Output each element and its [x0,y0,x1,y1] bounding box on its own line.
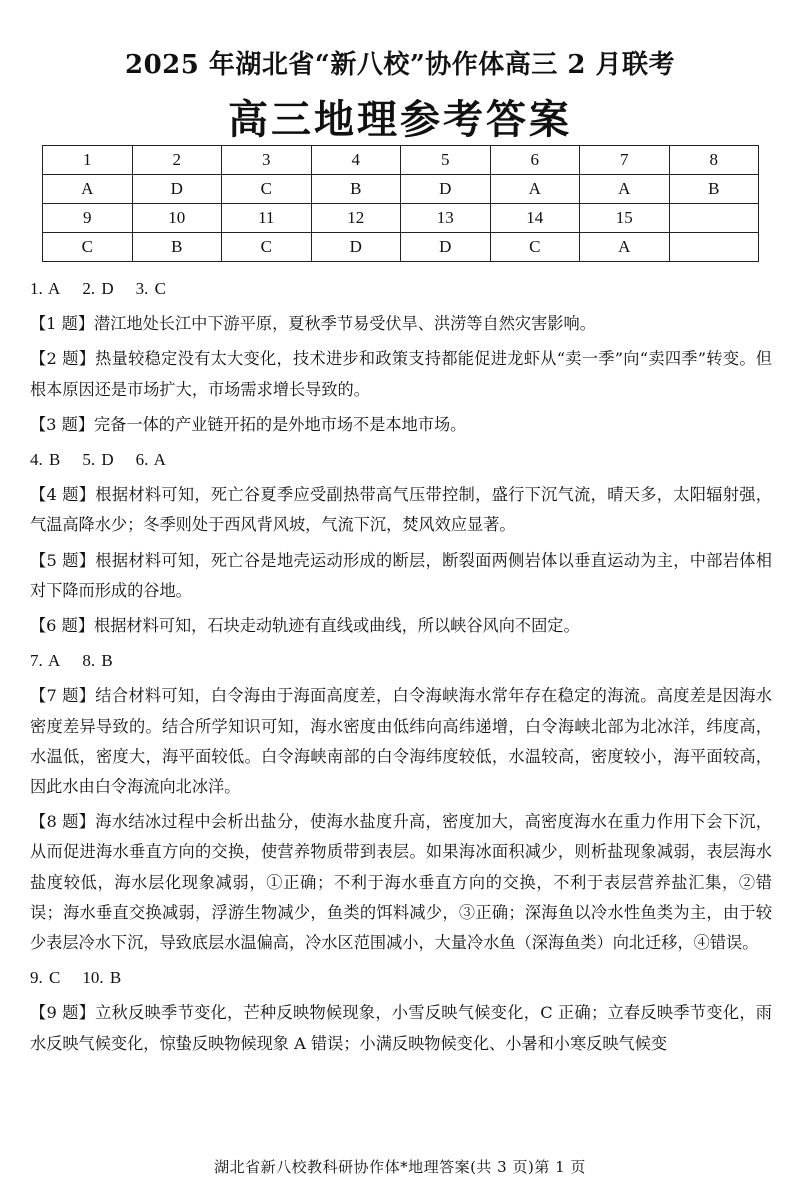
answer-letter-cell: C [490,233,580,262]
answer-letter-cell: A [580,233,670,262]
answer-letter-cell: B [132,233,222,262]
question-number-cell: 4 [311,146,401,175]
explanation-paragraph: 【6 题】根据材料可知，石块走动轨迹有直线或曲线，所以峡谷风向不固定。 [30,616,580,636]
answer-summary-line [30,646,772,676]
question-number-cell: 2 [132,146,222,175]
explanation-paragraph: 【4 题】根据材料可知，死亡谷夏季应受副热带高气压带控制，盛行下沉气流，晴天多，太阳辐射强，气温高降水少；冬季则处于西风背风坡，气流下沉，焚风效应显著。 [30,485,772,535]
answer-item: 3. C [135,279,166,298]
question-number-cell: 7 [580,146,670,175]
answer-item: 9. C [30,968,61,988]
answer-letter-cell [669,233,759,262]
explanation-paragraph: 【3 题】完备一体的产业链开拓的是外地市场不是本地市场。 [30,414,467,434]
answer-letter-cell: A [580,175,670,204]
answer-item: 6. A [135,450,166,470]
question-number-cell: 6 [490,146,580,175]
answer-summary-line [30,274,772,304]
question-number-cell: 5 [401,146,491,175]
answer-summary-line [30,963,772,993]
answer-letter-cell: D [132,175,222,204]
question-number-cell: 11 [222,204,312,233]
answer-letter-cell: B [311,175,401,204]
question-number-cell: 13 [401,204,491,233]
answer-letter-cell: D [401,175,491,204]
explanation-paragraph: 【1 题】潜江地处长江中下游平原，夏秋季节易受伏旱、洪涝等自然灾害影响。 [30,314,596,334]
explanation-paragraph: 【5 题】根据材料可知，死亡谷是地壳运动形成的断层，断裂面两侧岩体以垂直运动为主，中部岩体相对下降而形成的谷地。 [30,550,772,600]
question-number-cell: 14 [490,204,580,233]
explanation-paragraph: 【8 题】海水结冰过程中会析出盐分，使海水盐度升高，密度加大，高密度海水在重力作用下会下沉，从而促进海水垂直方向的交换，使营养物质带到表层。如果海冰面积减少，则析盐现象减弱，表层海水盐度较低，海水层化现象减弱，①正确；不利于海水垂直方向的交换，不利于表层营养盐汇集，②错误；海水垂直交换减弱，浮游生物减少，鱼类的饵料减少，③正确；深海鱼以冷水性鱼类为主，由于较少表层冷水下沉，导致底层水温偏高，冷水区范围减小，大量冷水鱼（深海鱼类）向北迁移，④错误。 [30,812,772,953]
exam-title: 2025 年湖北省“新八校”协作体高三 2 月联考 [124,50,676,80]
question-number-cell: 3 [222,146,312,175]
answer-item: 5. D [82,450,114,470]
answer-letter-cell: A [43,175,133,204]
answer-item: 8. B [82,651,113,671]
answer-letter-cell: A [490,175,580,204]
answer-item: 4. B [30,450,61,470]
answer-item: 7. A [30,651,61,671]
question-number-cell: 1 [43,146,133,175]
question-number-cell: 15 [580,204,670,233]
answer-key-title: 高三地理参考答案 [228,96,572,143]
answer-table-row [43,146,759,175]
question-number-cell: 8 [669,146,759,175]
answer-item: 10. B [82,968,122,988]
answer-letter-cell: C [222,175,312,204]
answer-letter-cell: C [222,233,312,262]
answer-table-row [43,233,759,262]
question-number-cell: 12 [311,204,401,233]
explanation-paragraph: 【9 题】立秋反映季节变化，芒种反映物候现象，小雪反映气候变化，C 正确；立春反映季节变化，雨水反映气候变化，惊蛰反映物候现象 A 错误；小满反映物候变化、小暑和小寒反映气候变 [30,1003,772,1053]
explanations [30,274,772,1064]
answer-item: 2. D [82,279,114,298]
answer-letter-cell: C [43,233,133,262]
explanation-paragraph: 【7 题】结合材料可知，白令海由于海面高度差，白令海峡海水常年存在稳定的海流。高度差是因海水密度差异导致的。结合所学知识可知，海水密度由低纬向高纬递增，白令海峡北部为北冰洋，纬度高，水温低，密度大，海平面较低。白令海峡南部的白令海纬度较低，水温较高，密度较小，海平面较高，因此水由白令海流向北冰洋。 [30,686,772,797]
question-number-cell: 10 [132,204,222,233]
answer-table-row [43,204,759,233]
answer-table-row [43,175,759,204]
answer-letter-cell: B [669,175,759,204]
question-number-cell: 9 [43,204,133,233]
answer-letter-cell: D [401,233,491,262]
answer-item: 1. A [30,279,61,298]
page-footer: 湖北省新八校教科研协作体*地理答案(共 3 页)第 1 页 [214,1158,586,1176]
question-number-cell [669,204,759,233]
answer-table [42,145,759,262]
answer-summary-line [30,445,772,475]
explanation-paragraph: 【2 题】热量较稳定没有太大变化，技术进步和政策支持都能促进龙虾从“卖一季”向“卖四季”转变。但根本原因还是市场扩大，市场需求增长导致的。 [30,349,772,399]
answer-letter-cell: D [311,233,401,262]
